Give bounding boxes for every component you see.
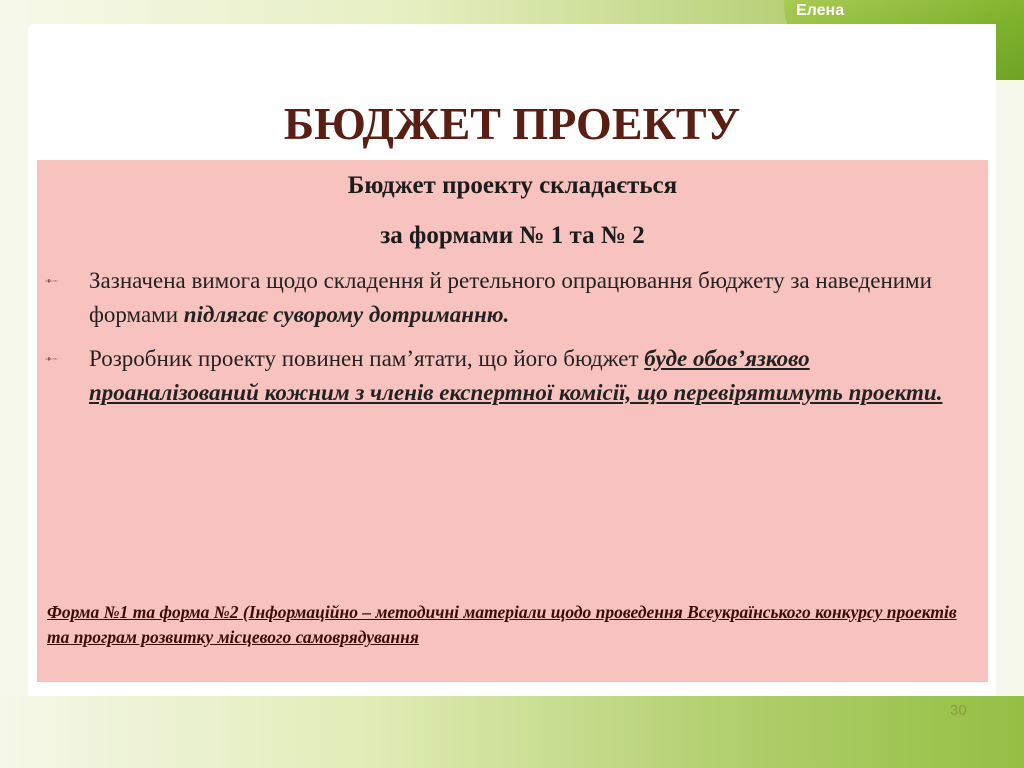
bullet-text bbox=[89, 264, 971, 332]
source-footnote: Форма №1 та форма №2 (Інформаційно – методичні матеріали щодо проведення Всеукраїнського конкурсу проектів та програм розвитку місцевого самоврядування bbox=[47, 602, 957, 647]
bullet-emphasis-text: підлягає суворому дотриманню. bbox=[183, 302, 510, 327]
bottom-decorative-band bbox=[0, 696, 1024, 768]
bullet-item-2 bbox=[45, 342, 971, 410]
slide-title: БЮДЖЕТ ПРОЕКТУ bbox=[283, 98, 741, 149]
quill-bullet-icon: 🙮 bbox=[45, 271, 59, 291]
bullet-emphasis-text: буде обов’язково проаналізований кожним з членів експертної комісії, що перевірятимуть проекти. bbox=[89, 346, 943, 405]
bullet-plain-text: Розробник проекту повинен пам’ятати, що його бюджет bbox=[89, 346, 645, 371]
subheading-line-1: Бюджет проекту складається bbox=[347, 172, 678, 199]
bullet-plain-text: Зазначена вимога щодо складення й ретельного опрацювання бюджету за наведеними формами bbox=[89, 268, 932, 327]
author-first-name: Елена bbox=[796, 2, 845, 19]
subheading-line-2: за формами № 1 та № 2 bbox=[380, 222, 645, 249]
bullet-item-1 bbox=[45, 264, 971, 332]
page-number: 30 bbox=[950, 702, 967, 719]
author-last-name: Сколова bbox=[824, 19, 933, 49]
quill-bullet-icon: 🙮 bbox=[45, 349, 59, 369]
bullet-text bbox=[89, 342, 971, 410]
content-box bbox=[37, 160, 988, 682]
